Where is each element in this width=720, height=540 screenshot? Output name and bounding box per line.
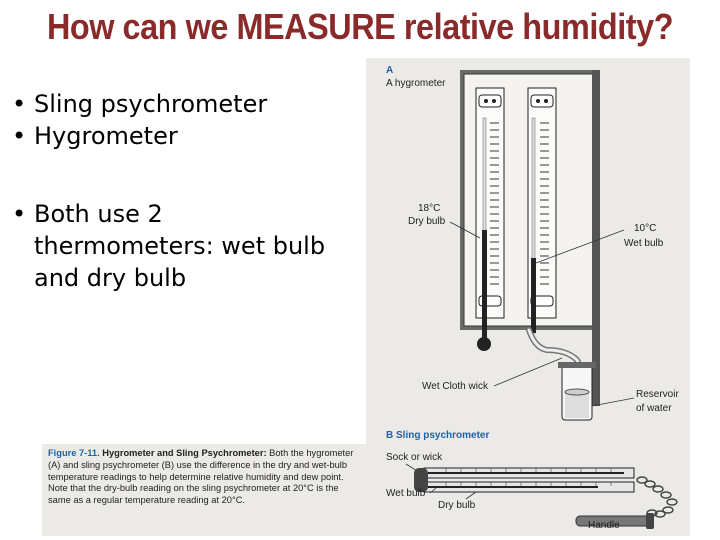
bullet-hygrometer: • Hygrometer [12, 120, 342, 152]
dry-bulb-b-label: Dry bulb [438, 500, 476, 511]
caption-text: Both the hygrometer (A) and sling psychrometer (B) use the difference in the dry and wet-bulb temperature readings to help determine relative humidity and dew point. Note that the dry-bulb reading on the sling psychrometer at 20°C is the same as a regular temperature reading at 20°C. [48, 448, 354, 506]
water-reservoir [558, 362, 596, 420]
bullet-list [12, 88, 342, 294]
dry-temp-label: 18°C [418, 203, 441, 214]
panel-a-letter: A [386, 65, 394, 76]
sling-psychrometer [414, 468, 677, 529]
wet-bulb-b-label: Wet bulb [386, 488, 426, 499]
dry-bulb-label: Dry bulb [408, 216, 446, 227]
figure-illustration [366, 58, 690, 536]
bullet-sling-psychrometer: • Sling psychrometer [12, 88, 342, 120]
slide-title: How can we MEASURE relative humidity? [46, 6, 674, 47]
wet-temp-label: 10°C [634, 223, 657, 234]
bullet-both-use: • Both use 2 thermometers: wet bulb and dry bulb [12, 198, 342, 294]
sock-label: Sock or wick [386, 452, 443, 463]
handle-label: Handle [588, 520, 620, 531]
panel-a-label: A hygrometer [386, 78, 446, 89]
reservoir-label-1: Reservoir [636, 389, 679, 400]
reservoir-label-2: of water [636, 403, 672, 414]
wet-bulb-label: Wet bulb [624, 238, 664, 249]
caption-figure-title: Hygrometer and Sling Psychrometer: [102, 448, 267, 458]
caption-figure-number: Figure 7-11. [48, 448, 100, 458]
panel-b-label: B Sling psychrometer [386, 430, 490, 441]
wick-label: Wet Cloth wick [422, 381, 488, 392]
hygrometer-figure [366, 58, 690, 536]
dry-bulb-thermometer [476, 88, 504, 351]
figure-caption [42, 444, 368, 536]
